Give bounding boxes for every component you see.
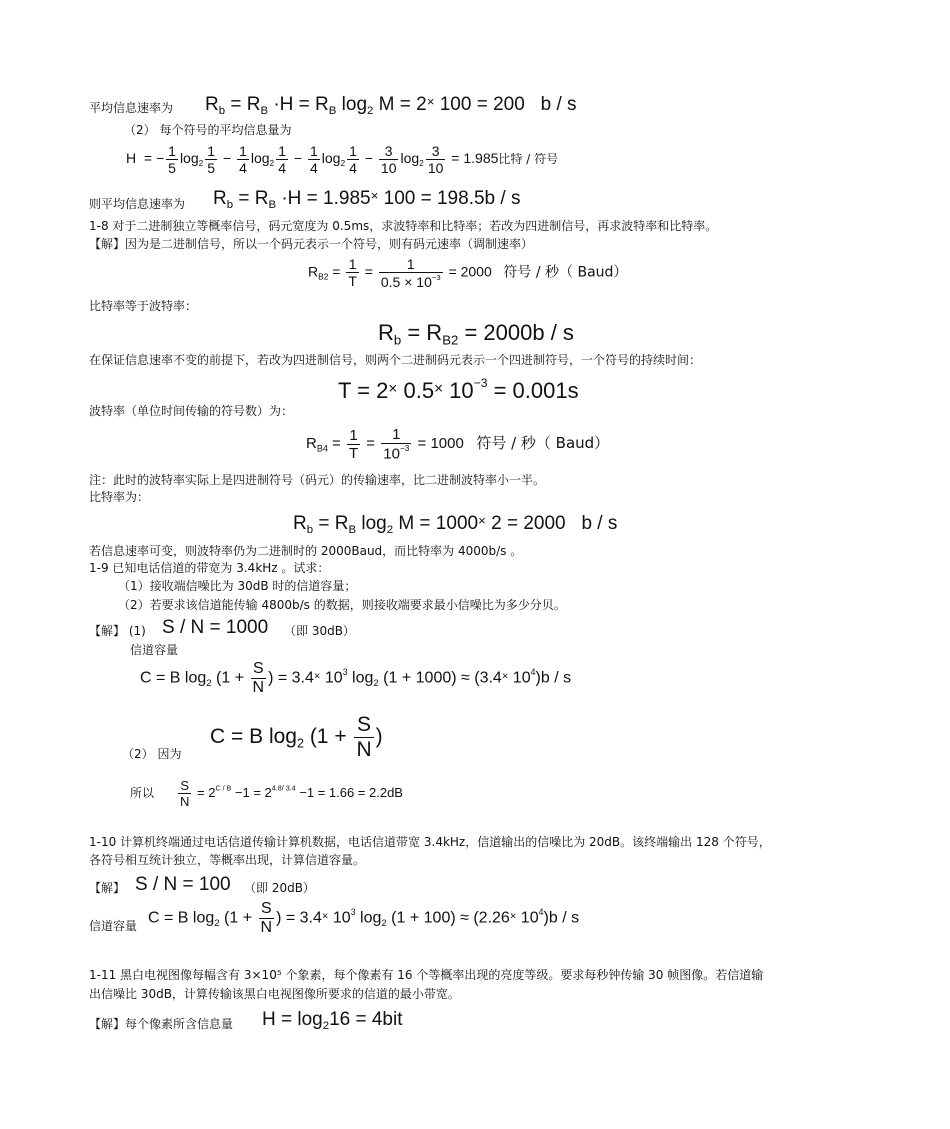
- snr-note-1: （即 30dB）: [284, 624, 355, 638]
- baud-unit-2: 符号 / 秒（ Baud）: [476, 434, 610, 453]
- snr-equation-2: S / N = 100: [135, 874, 231, 895]
- problem-1-9-q1: （1）接收端信噪比为 30dB 时的信道容量；: [118, 579, 357, 593]
- shannon-formula: C = B $\log_2 (1$ + $\frac{S}{N}$ ): [210, 713, 383, 761]
- problem-1-11-title: 1-11 黑白电视图像每幅含有 3×10⁵ 个象素，每个像素有 16 个等概率出现的亮度等级。要求每秒钟传输 30 帧图像。若信道输: [89, 968, 764, 982]
- pixel-info-equation: $H = \log_216 = 4bit$: [262, 1009, 403, 1032]
- bit-rate-equals-baud: 比特率等于波特率：: [89, 299, 198, 313]
- problem-1-10-solution-label: 【解】: [89, 881, 126, 895]
- problem-1-11-title-2: 出信噪比 30dB，计算传输该黑白电视图像所要求的信道的最小带宽。: [89, 987, 460, 1001]
- so-label: 所以: [130, 786, 155, 800]
- rb-equation-3: $R_b = R_{B2} = 2000b / s$: [378, 320, 574, 348]
- problem-1-9-step2-label: （2） 因为: [122, 747, 182, 761]
- rb-equation-4: $R_b = R_B$ $\log_2 M = 1000^\times$ 2 = 2000 b / s: [293, 513, 618, 536]
- variable-rate-text: 若信息速率可变，则波特率仍为二进制时的 2000Baud，而比特率为 4000b/s 。: [89, 544, 523, 558]
- note-text: 注：此时的波特率实际上是四进制符号（码元）的传输速率，比二进制波特率小一半。: [89, 473, 546, 487]
- problem-1-8-title: 1-8 对于二进制独立等概率信号，码元宽度为 0.5ms，求波特率和比特率；若改为四进制信号，再求波特率和比特率。: [89, 219, 718, 233]
- capacity-label-2: 信道容量: [89, 919, 138, 933]
- problem-1-8-solution-intro: 【解】因为是二进制信号，所以一个码元表示一个符号，则有码元速率（调制速率）: [89, 237, 534, 251]
- rb-equation-1: $R_b = R_B \cdot H = R_B$ $\log_2 M = 2^\times$ 100 = 200 b / s: [205, 94, 577, 117]
- baud-unit-1: 符号 / 秒（ Baud）: [503, 264, 628, 281]
- snr-note-2: （即 20dB）: [244, 881, 315, 895]
- entropy-unit: 比特 / 符号: [498, 152, 559, 167]
- bit-rate-label: 比特率为：: [89, 490, 150, 504]
- capacity-label-1: 信道容量: [130, 643, 179, 657]
- capacity-equation-2: C = B $\log_2 (1$ + $\frac{S}{N}$ ) = 3.4× $10^3$ $\log_2 (1 + 100) \approx (2.26^\times$ $10^4)b$ / s: [148, 900, 580, 936]
- problem-1-10-title-2: 各符号相互统计独立，等概率出现，计算信道容量。: [89, 853, 366, 867]
- avg-info-rate-label: 平均信息速率为: [89, 101, 174, 115]
- snr-equation-1: S / N = 1000: [162, 617, 269, 638]
- rb-equation-2: $R_b = R_B \cdot H = 1.985^\times$ 100 = 198.5b / s: [213, 188, 521, 211]
- avg-info-rate-label-2: 则平均信息速率为: [89, 197, 186, 211]
- entropy-equation: H = − $\frac{1}{5}$ $\log_2$ $\frac{1}{5}$ − $\frac{1}{4}$ $\log_2$ $\frac{1}{4}$ − $\frac{1}{4}$ $\log_2$ $\frac{1}{4}$ − $\frac{3}{10}$ $\log_2$ $\frac{3}{10}$ = 1.985比特 / 符号: [126, 143, 559, 176]
- problem-1-10-title: 1-10 计算机终端通过电话信道传输计算机数据，电话信道带宽 3.4kHz，信道输出的信噪比为 20dB。该终端输出 128 个符号，: [89, 835, 771, 849]
- rb4-equation: $R_{B4}$ = $\frac{1}{T}$ = $\frac{1}{10^{-3}}$ = 1000 符号 / 秒（ Baud）: [306, 426, 610, 463]
- capacity-equation-1: C = B $\log_2 (1$ + $\frac{S}{N}$ ) = 3.4× $10^3$ $\log_2 (1 + 1000) \approx (3.4^\times$ $10^4)b$ / s: [140, 660, 572, 696]
- step2-label: （2） 每个符号的平均信息量为: [124, 123, 292, 137]
- rb2-equation: $R_{B2}$ = $\frac{1}{T}$ = $\frac{1}{0.5 \times 10^{-3}}$ = 2000 符号 / 秒（ Baud）: [308, 256, 628, 290]
- keep-rate-text: 在保证信息速率不变的前提下，若改为四进制信号，则两个二进制码元表示一个四进制符号，一个符号的持续时间：: [89, 353, 702, 367]
- problem-1-9-q2: （2）若要求该信道能传输 4800b/s 的数据，则接收端要求最小信噪比为多少分贝。: [118, 598, 566, 612]
- min-snr-equation: $\frac{S}{N}$ = $2^{C / B} -1 = 2^{4.8/ 3.4} -1 = 1.66 = 2.2dB$: [180, 778, 403, 809]
- baud-definition: 波特率（单位时间传输的符号数）为：: [89, 404, 294, 418]
- problem-1-9-solution-label: 【解】 (1): [89, 624, 146, 638]
- problem-1-9-title: 1-9 已知电话信道的带宽为 3.4kHz 。试求：: [89, 561, 330, 575]
- symbol-duration-equation: T = 2× 0.5× $10^{-3} = 0.001s$: [338, 376, 579, 403]
- problem-1-11-solution: 【解】每个像素所含信息量: [89, 1017, 234, 1031]
